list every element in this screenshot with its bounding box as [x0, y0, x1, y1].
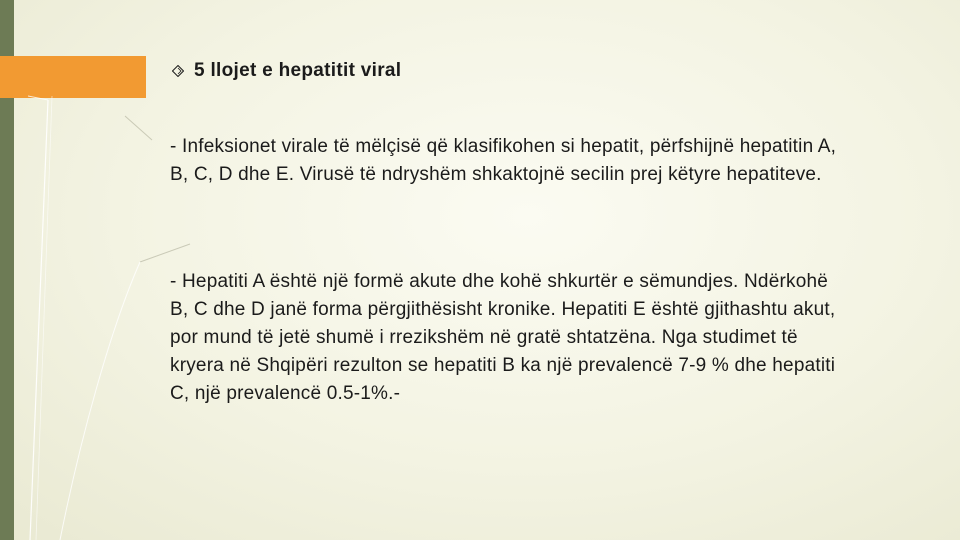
paragraph-hepatitis-types: - Hepatiti A është një formë akute dhe kohë shkurtër e sëmundjes. Ndërkohë B, C dhe D janë forma përgjithësisht kronike. Hepatiti E është gjithashtu akut, por mund të jetë shumë i rrezikshëm në gratë shtatzëna. Nga studimet të kryera në Shqipëri rezulton se hepatiti B ka një prevalencë 7-9 % dhe hepatiti C, një prevalencë 0.5-1%.-: [170, 271, 836, 404]
slide-title: [172, 60, 401, 82]
slide-title-text: 5 llojet e hepatitit viral: [194, 60, 402, 81]
paragraph-viral-hepatitis: - Infeksionet virale të mëlçisë që klasifikohen si hepatit, përfshijnë hepatitin A, B, C, D dhe E. Virusë të ndryshëm shkaktojnë secilin prej këtyre hepatiteve.: [170, 136, 837, 185]
diamond-bullet-icon: [172, 65, 184, 77]
